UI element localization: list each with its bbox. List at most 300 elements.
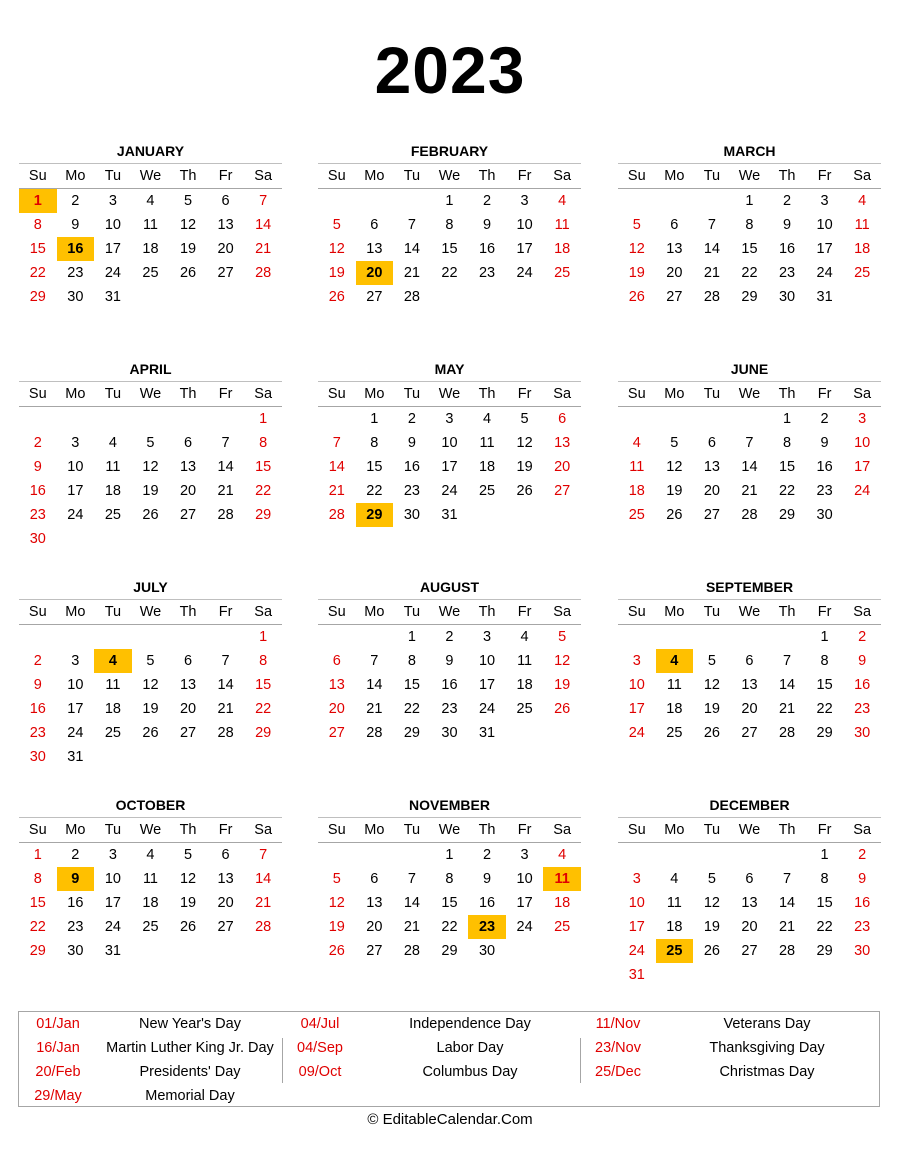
day-cell: 13 [554, 435, 571, 451]
holiday-name: Thanksgiving Day [709, 1040, 825, 1056]
day-cell: 28 [366, 725, 383, 741]
empty-day-cell [693, 189, 731, 213]
day-cell: 11 [517, 653, 533, 669]
empty-day-cell [207, 939, 245, 963]
day-cell: 12 [628, 241, 645, 257]
week-row [19, 527, 282, 551]
day-cell: 31 [628, 967, 645, 983]
week-row [618, 431, 881, 455]
day-cell: 29 [29, 943, 46, 959]
day-cell: 5 [670, 435, 679, 451]
day-cell: 8 [745, 217, 754, 233]
day-cell: 22 [816, 701, 833, 717]
day-cell: 21 [217, 701, 234, 717]
week-row [318, 867, 581, 891]
weekday-label: Th [179, 168, 197, 184]
holiday-date: 23/Nov [595, 1040, 641, 1056]
day-cell: 24 [854, 483, 871, 499]
week-row [618, 963, 881, 987]
weekday-label: We [738, 604, 761, 620]
empty-day-cell [318, 843, 356, 867]
weekday-label: Fr [218, 822, 233, 838]
weekday-label: Sa [254, 604, 273, 620]
day-cell: 11 [105, 459, 121, 475]
day-cell: 20 [179, 483, 197, 499]
empty-day-cell [169, 407, 207, 431]
week-row [19, 843, 282, 867]
day-cell: 3 [71, 435, 80, 451]
holiday-date: 20/Feb [35, 1064, 81, 1080]
empty-day-cell [656, 843, 694, 867]
day-cell: 6 [183, 435, 193, 451]
week-row [618, 503, 881, 527]
weekday-header [318, 600, 581, 625]
day-cell: 8 [370, 435, 379, 451]
day-cell: 8 [782, 435, 792, 451]
day-cell: 21 [403, 919, 420, 935]
day-cell: 27 [328, 725, 345, 741]
weekday-label: Mo [65, 822, 86, 838]
day-cell: 14 [217, 459, 234, 475]
holiday-date: 11/Nov [595, 1016, 641, 1032]
weekday-header [318, 164, 581, 189]
day-cell: 12 [328, 241, 345, 257]
week-row [19, 745, 282, 769]
day-cell: 9 [482, 871, 492, 887]
day-cell: 25 [142, 919, 159, 935]
day-cell: 25 [554, 265, 571, 281]
weekday-label: Mo [664, 386, 685, 402]
day-cell: 7 [782, 653, 792, 669]
day-cell: 10 [516, 871, 533, 887]
week-row [318, 479, 581, 503]
empty-day-cell [731, 407, 769, 431]
weekday-label: Tu [104, 168, 122, 184]
day-cell: 17 [104, 895, 121, 911]
day-cell: 16 [478, 895, 496, 911]
weekday-label: Fr [817, 168, 832, 184]
empty-day-cell [731, 625, 769, 649]
day-cell: 4 [520, 629, 529, 645]
day-cell: 11 [666, 677, 682, 693]
day-cell: 22 [816, 919, 833, 935]
day-cell: 25 [104, 507, 121, 523]
day-cell: 14 [217, 677, 234, 693]
day-cell: 7 [745, 435, 754, 451]
weekday-label: Th [179, 604, 197, 620]
day-cell: 22 [255, 701, 272, 717]
holiday-name: Christmas Day [719, 1064, 815, 1080]
weekday-label: We [738, 386, 761, 402]
day-cell: 13 [741, 895, 758, 911]
day-cell: 12 [516, 435, 533, 451]
empty-day-cell [393, 189, 431, 213]
day-cell: 23 [441, 701, 458, 717]
day-cell: 21 [778, 919, 796, 935]
day-cell: 3 [858, 411, 867, 427]
holiday-entry [285, 1012, 585, 1036]
day-cell: 23 [67, 919, 84, 935]
day-cell: 21 [741, 483, 758, 499]
day-cell: 13 [217, 217, 234, 233]
day-cell: 18 [628, 483, 645, 499]
day-cell: 30 [29, 531, 46, 547]
day-cell: 26 [328, 943, 345, 959]
day-cell: 31 [816, 289, 833, 305]
day-cell: 11 [854, 217, 870, 233]
day-cell: 27 [217, 265, 234, 281]
week-row [318, 939, 581, 963]
weekday-label: Th [478, 386, 496, 402]
day-cell: 5 [183, 847, 193, 863]
day-cell: 25 [666, 725, 683, 741]
day-cell: 7 [332, 435, 341, 451]
day-cell: 15 [441, 241, 458, 257]
day-cell: 26 [328, 289, 345, 305]
empty-day-cell [356, 843, 394, 867]
day-cell: 10 [104, 217, 121, 233]
holiday-date: 09/Oct [298, 1064, 342, 1080]
day-cell: 22 [366, 483, 383, 499]
day-cell: 8 [445, 871, 454, 887]
week-row [318, 261, 581, 285]
day-cell: 5 [707, 871, 716, 887]
day-cell: 23 [468, 915, 506, 939]
day-cell: 3 [520, 847, 529, 863]
day-cell: 12 [703, 677, 720, 693]
day-cell: 7 [782, 871, 792, 887]
week-row [318, 285, 581, 309]
day-cell: 1 [782, 411, 792, 427]
day-cell: 24 [67, 725, 84, 741]
day-cell: 26 [703, 725, 720, 741]
weekday-label: Sa [853, 386, 872, 402]
day-cell: 5 [632, 217, 641, 233]
week-row [618, 673, 881, 697]
holiday-name: Columbus Day [422, 1064, 518, 1080]
holiday-entry [285, 1036, 585, 1060]
empty-day-cell [806, 963, 844, 987]
day-cell: 11 [554, 217, 570, 233]
week-row [618, 721, 881, 745]
month-december [618, 793, 881, 987]
day-cell: 3 [632, 653, 641, 669]
empty-day-cell [656, 189, 694, 213]
day-cell: 23 [854, 919, 871, 935]
weekday-label: Fr [218, 386, 233, 402]
month-name: DECEMBER [618, 793, 881, 818]
day-cell: 10 [67, 677, 84, 693]
empty-day-cell [693, 407, 731, 431]
week-row [19, 649, 282, 673]
empty-day-cell [94, 407, 132, 431]
day-cell: 27 [554, 483, 571, 499]
day-cell: 30 [67, 289, 84, 305]
empty-day-cell [618, 843, 656, 867]
day-cell: 19 [328, 919, 345, 935]
empty-day-cell [468, 285, 506, 309]
day-cell: 9 [71, 217, 80, 233]
day-cell: 13 [217, 871, 234, 887]
weekday-label: Th [179, 822, 197, 838]
week-row [618, 261, 881, 285]
week-row [318, 407, 581, 431]
day-cell: 18 [554, 895, 571, 911]
day-cell: 8 [259, 653, 268, 669]
day-cell: 24 [104, 265, 121, 281]
weekday-label: We [738, 822, 761, 838]
day-cell: 8 [820, 871, 829, 887]
day-cell: 27 [217, 919, 234, 935]
day-cell: 14 [403, 241, 420, 257]
day-cell: 13 [366, 241, 383, 257]
empty-day-cell [57, 527, 95, 551]
day-cell: 28 [217, 507, 234, 523]
holiday-entry [19, 1012, 283, 1036]
day-cell: 24 [516, 919, 533, 935]
day-cell: 23 [816, 483, 833, 499]
day-cell: 5 [558, 629, 567, 645]
empty-day-cell [57, 407, 95, 431]
month-march [618, 139, 881, 309]
week-row [19, 431, 282, 455]
week-row [618, 189, 881, 213]
holiday-entry [19, 1084, 283, 1108]
day-cell: 31 [104, 289, 121, 305]
day-cell: 4 [94, 649, 132, 673]
day-cell: 10 [628, 677, 645, 693]
month-september [618, 575, 881, 745]
day-cell: 22 [255, 483, 272, 499]
weekday-label: Mo [364, 604, 385, 620]
empty-day-cell [731, 843, 769, 867]
day-cell: 9 [57, 867, 95, 891]
footer-credit: © EditableCalendar.Com [367, 1111, 533, 1128]
day-cell: 27 [179, 507, 197, 523]
day-cell: 2 [407, 411, 416, 427]
month-april [19, 357, 282, 551]
day-cell: 16 [67, 895, 84, 911]
holiday-name: Labor Day [436, 1040, 504, 1056]
empty-day-cell [506, 721, 544, 745]
day-cell: 29 [255, 725, 272, 741]
day-cell: 11 [543, 867, 581, 891]
day-cell: 20 [666, 265, 683, 281]
weekday-label: Mo [65, 604, 86, 620]
day-cell: 30 [854, 725, 871, 741]
weekday-label: Fr [218, 168, 233, 184]
day-cell: 2 [71, 847, 80, 863]
day-cell: 29 [441, 943, 458, 959]
day-cell: 9 [445, 653, 454, 669]
day-cell: 3 [820, 193, 829, 209]
day-cell: 28 [255, 919, 272, 935]
day-cell: 28 [217, 725, 234, 741]
day-cell: 10 [816, 217, 833, 233]
empty-day-cell [618, 625, 656, 649]
weekday-header [618, 818, 881, 843]
day-cell: 30 [778, 289, 796, 305]
day-cell: 5 [520, 411, 529, 427]
day-cell: 19 [516, 459, 533, 475]
day-cell: 23 [67, 265, 84, 281]
day-cell: 15 [366, 459, 383, 475]
day-cell: 5 [146, 435, 155, 451]
empty-day-cell [207, 745, 245, 769]
month-name: AUGUST [318, 575, 581, 600]
day-cell: 31 [104, 943, 121, 959]
month-june [618, 357, 881, 527]
empty-day-cell [618, 407, 656, 431]
weekday-label: Su [627, 604, 646, 620]
day-cell: 26 [179, 919, 197, 935]
day-cell: 7 [407, 217, 416, 233]
day-cell: 17 [67, 483, 84, 499]
day-cell: 30 [403, 507, 420, 523]
day-cell: 18 [666, 701, 683, 717]
empty-day-cell [132, 285, 170, 309]
weekday-label: Fr [517, 386, 532, 402]
holiday-name: New Year's Day [139, 1016, 241, 1032]
day-cell: 13 [366, 895, 383, 911]
day-cell: 15 [29, 241, 46, 257]
day-cell: 25 [554, 919, 571, 935]
weekday-label: Th [478, 168, 496, 184]
empty-day-cell [768, 963, 806, 987]
day-cell: 27 [179, 725, 197, 741]
day-cell: 6 [370, 217, 379, 233]
day-cell: 20 [554, 459, 571, 475]
day-cell: 4 [146, 193, 155, 209]
weekday-label: Tu [703, 168, 721, 184]
empty-day-cell [693, 963, 731, 987]
day-cell: 30 [441, 725, 458, 741]
weekday-label: Sa [853, 604, 872, 620]
empty-day-cell [543, 285, 581, 309]
empty-day-cell [543, 939, 581, 963]
day-cell: 7 [407, 871, 416, 887]
weekday-label: Fr [817, 604, 832, 620]
empty-day-cell [169, 939, 207, 963]
day-cell: 29 [741, 289, 758, 305]
holiday-date: 04/Sep [297, 1040, 343, 1056]
day-cell: 9 [33, 459, 42, 475]
day-cell: 13 [328, 677, 345, 693]
weekday-header [618, 164, 881, 189]
day-cell: 27 [666, 289, 683, 305]
weekday-label: Su [627, 386, 646, 402]
day-cell: 22 [29, 265, 46, 281]
month-name: JULY [19, 575, 282, 600]
weekday-header [19, 600, 282, 625]
day-cell: 1 [259, 411, 268, 427]
empty-day-cell [768, 625, 806, 649]
day-cell: 27 [703, 507, 720, 523]
weekday-label: Tu [403, 822, 421, 838]
week-row [19, 407, 282, 431]
month-name: MARCH [618, 139, 881, 164]
weekday-label: Tu [403, 168, 421, 184]
day-cell: 2 [782, 193, 792, 209]
day-cell: 26 [666, 507, 683, 523]
weekday-header [618, 600, 881, 625]
legend-divider [580, 1038, 581, 1083]
month-february [318, 139, 581, 309]
day-cell: 28 [403, 289, 420, 305]
day-cell: 25 [516, 701, 533, 717]
day-cell: 8 [33, 217, 42, 233]
empty-day-cell [506, 285, 544, 309]
empty-day-cell [57, 625, 95, 649]
day-cell: 21 [255, 241, 272, 257]
day-cell: 19 [142, 701, 159, 717]
day-cell: 17 [816, 241, 833, 257]
day-cell: 11 [629, 459, 645, 475]
day-cell: 24 [441, 483, 458, 499]
day-cell: 29 [403, 725, 420, 741]
week-row [19, 721, 282, 745]
week-row [19, 455, 282, 479]
weekday-label: Sa [553, 386, 572, 402]
day-cell: 5 [707, 653, 716, 669]
month-january [19, 139, 282, 309]
day-cell: 3 [482, 629, 492, 645]
week-row [318, 673, 581, 697]
month-may [318, 357, 581, 527]
day-cell: 3 [520, 193, 529, 209]
day-cell: 11 [105, 677, 121, 693]
weekday-header [318, 382, 581, 407]
day-cell: 1 [19, 189, 57, 213]
day-cell: 29 [778, 507, 796, 523]
weekday-label: Su [627, 168, 646, 184]
day-cell: 9 [782, 217, 792, 233]
day-cell: 26 [554, 701, 571, 717]
day-cell: 29 [29, 289, 46, 305]
empty-day-cell [843, 503, 881, 527]
day-cell: 6 [707, 435, 716, 451]
legend-divider [282, 1038, 283, 1083]
day-cell: 25 [628, 507, 645, 523]
day-cell: 16 [478, 241, 496, 257]
day-cell: 21 [255, 895, 272, 911]
week-row [618, 479, 881, 503]
day-cell: 28 [741, 507, 758, 523]
day-cell: 12 [179, 217, 197, 233]
day-cell: 9 [33, 677, 42, 693]
day-cell: 6 [558, 411, 567, 427]
holiday-legend [18, 1011, 880, 1107]
day-cell: 12 [666, 459, 683, 475]
day-cell: 1 [370, 411, 379, 427]
day-cell: 12 [179, 871, 197, 887]
weekday-header [19, 164, 282, 189]
empty-day-cell [19, 625, 57, 649]
weekday-label: Sa [254, 386, 273, 402]
week-row [618, 867, 881, 891]
weekday-label: Su [327, 604, 346, 620]
empty-day-cell [169, 625, 207, 649]
day-cell: 13 [179, 677, 197, 693]
day-cell: 28 [328, 507, 345, 523]
weekday-label: Th [778, 168, 796, 184]
day-cell: 22 [403, 701, 420, 717]
day-cell: 20 [366, 919, 383, 935]
empty-day-cell [207, 527, 245, 551]
empty-day-cell [431, 285, 469, 309]
day-cell: 18 [478, 459, 496, 475]
day-cell: 1 [407, 629, 416, 645]
